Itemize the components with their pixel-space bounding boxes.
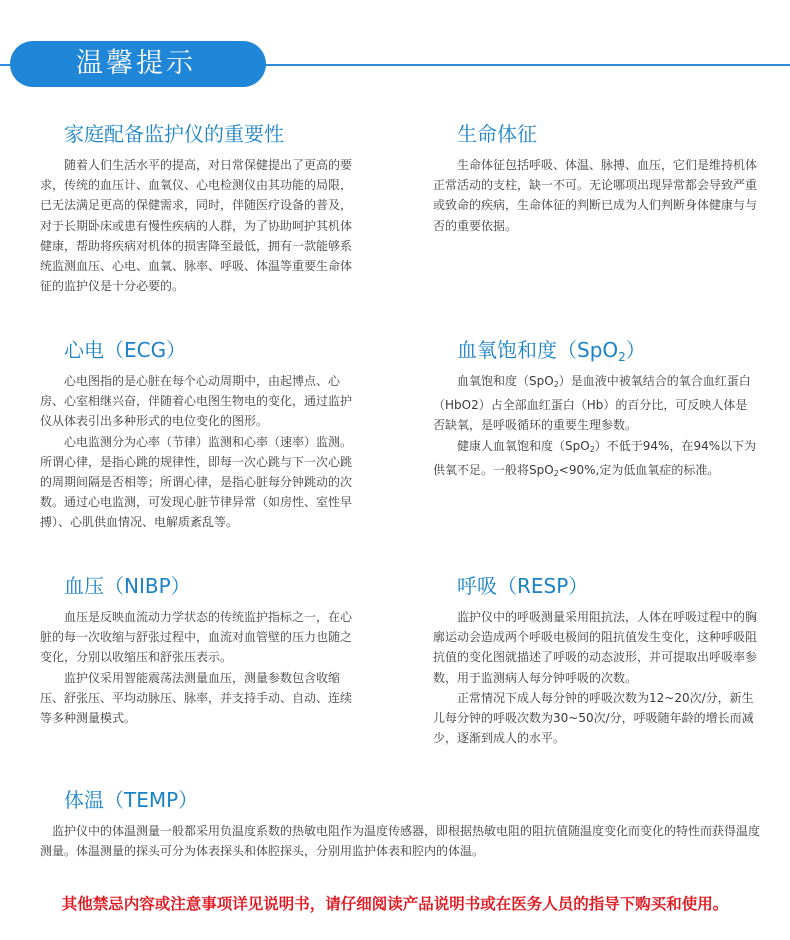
section-body-importance xyxy=(40,155,360,296)
section-title-importance: 家庭配备监护仪的重要性 xyxy=(64,122,284,146)
paragraph: 监护仪中的呼吸测量采用阻抗法，人体在呼吸过程中的胸廓运动会造成两个呼吸电极间的阻抗值发生变化，这种呼吸阻抗值的变化图就描述了呼吸的动态波形，并可提取出呼吸率参数，用于监测病人每分钟呼吸的次数。 xyxy=(433,610,758,685)
section-body-nibp xyxy=(40,607,360,728)
page-title: 温馨提示 xyxy=(76,48,196,79)
section-body-ecg xyxy=(40,371,360,533)
text: 健康人血氧饱和度（SpO xyxy=(457,438,590,453)
paragraph: 生命体征包括呼吸、体温、脉搏、血压，它们是维持机体正常活动的支柱，缺一不可。无论哪项出现异常都会导致严重或致命的疾病，生命体征的判断已成为人们判断身体健康与与否的重要依据。 xyxy=(433,158,758,233)
paragraph: 正常情况下成人每分钟的呼吸次数为12~20次/分，新生儿每分钟的呼吸次数为30~50次/分，呼吸随年龄的增长而减少，逐渐到成人的水平。 xyxy=(433,690,754,746)
subscript: 2 xyxy=(553,380,559,389)
paragraph: 监护仪采用智能震荡法测量血压，测量参数包含收缩压、舒张压、平均动脉压、脉率，并支持手动、自动、连续等多种测量模式。 xyxy=(40,670,353,726)
section-body-temp xyxy=(40,821,762,861)
section-title-temp: 体温（TEMP） xyxy=(64,788,199,812)
paragraph: 心电图指的是心脏在每个心动周期中，由起博点、心房、心室相继兴奋，伴随着心电图生物电的变化，通过监护仪从体表引出多种形式的电位变化的图形。 xyxy=(40,374,353,429)
text: ）是血液中被氧结合的氧合血红蛋白（HbO2）占全部血红蛋白（Hb）的百分比，可反映人体是否缺氧，是呼吸循环的重要生理参数。 xyxy=(433,374,751,433)
section-body-spo2 xyxy=(433,371,759,484)
title-text-end: ） xyxy=(625,338,646,362)
title-subscript: 2 xyxy=(618,350,626,364)
title-text: 血氧饱和度（SpO xyxy=(457,338,619,362)
paragraph: 监护仪中的体温测量一般都采用负温度系数的热敏电阻作为温度传感器，即根据热敏电阻的阻抗值随温度变化而变化的特性而获得温度测量。体温测量的探头可分为体表探头和体腔探头，分别用监护体表和腔内的体温。 xyxy=(40,824,761,859)
section-title-vital: 生命体征 xyxy=(457,122,537,146)
paragraph: 心电监测分为心率（节律）监测和心率（速率）监测。所谓心律，是指心跳的规律性，即每一次心跳与下一次心跳的周期间隔是否相等；所谓心律，是指心脏每分钟跳动的次数。通过心电监测，可发现心脏节律异常（如房性、室性早搏）、心肌供血情况、电解质紊乱等。 xyxy=(40,434,353,530)
paragraph: 随着人们生活水平的提高，对日常保健提出了更高的要求，传统的血压计、血氧仪、心电检测仪由其功能的局限，已无法满足更高的保健需求，同时，伴随医疗设备的普及，对于长期卧床或患有慢性疾病的人群，为了协助呵护其机体健康，帮助将疾病对机体的损害降至最低，拥有一款能够系统监测血压、心电、血氧、脉率、呼吸、体温等重要生命体征的监护仪是十分必要的。 xyxy=(40,158,353,294)
text: ）不低于94%，在94%以下为供氧不足。一般将SpO xyxy=(433,438,757,477)
section-title-resp: 呼吸（RESP） xyxy=(457,574,589,598)
paragraph xyxy=(433,371,759,436)
section-title-spo2 xyxy=(457,337,646,370)
section-body-resp xyxy=(433,607,759,748)
text: <90%,定为低血氧症的标准。 xyxy=(558,462,720,477)
section-body-vital xyxy=(433,155,759,236)
text: 血氧饱和度（SpO xyxy=(457,374,554,388)
paragraph: 血压是反映血流动力学状态的传统监护指标之一，在心脏的每一次收缩与舒张过程中，血流对血管壁的压力也随之变化，分别以收缩压和舒张压表示。 xyxy=(40,610,353,665)
paragraph xyxy=(433,436,759,484)
section-title-ecg: 心电（ECG） xyxy=(64,338,187,362)
subscript: 2 xyxy=(553,468,559,478)
subscript: 2 xyxy=(589,444,595,454)
section-title-nibp: 血压（NIBP） xyxy=(64,574,191,598)
warning-note: 其他禁忌内容或注意事项详见说明书，请仔细阅读产品说明书或在医务人员的指导下购买和使用。 xyxy=(61,895,729,913)
